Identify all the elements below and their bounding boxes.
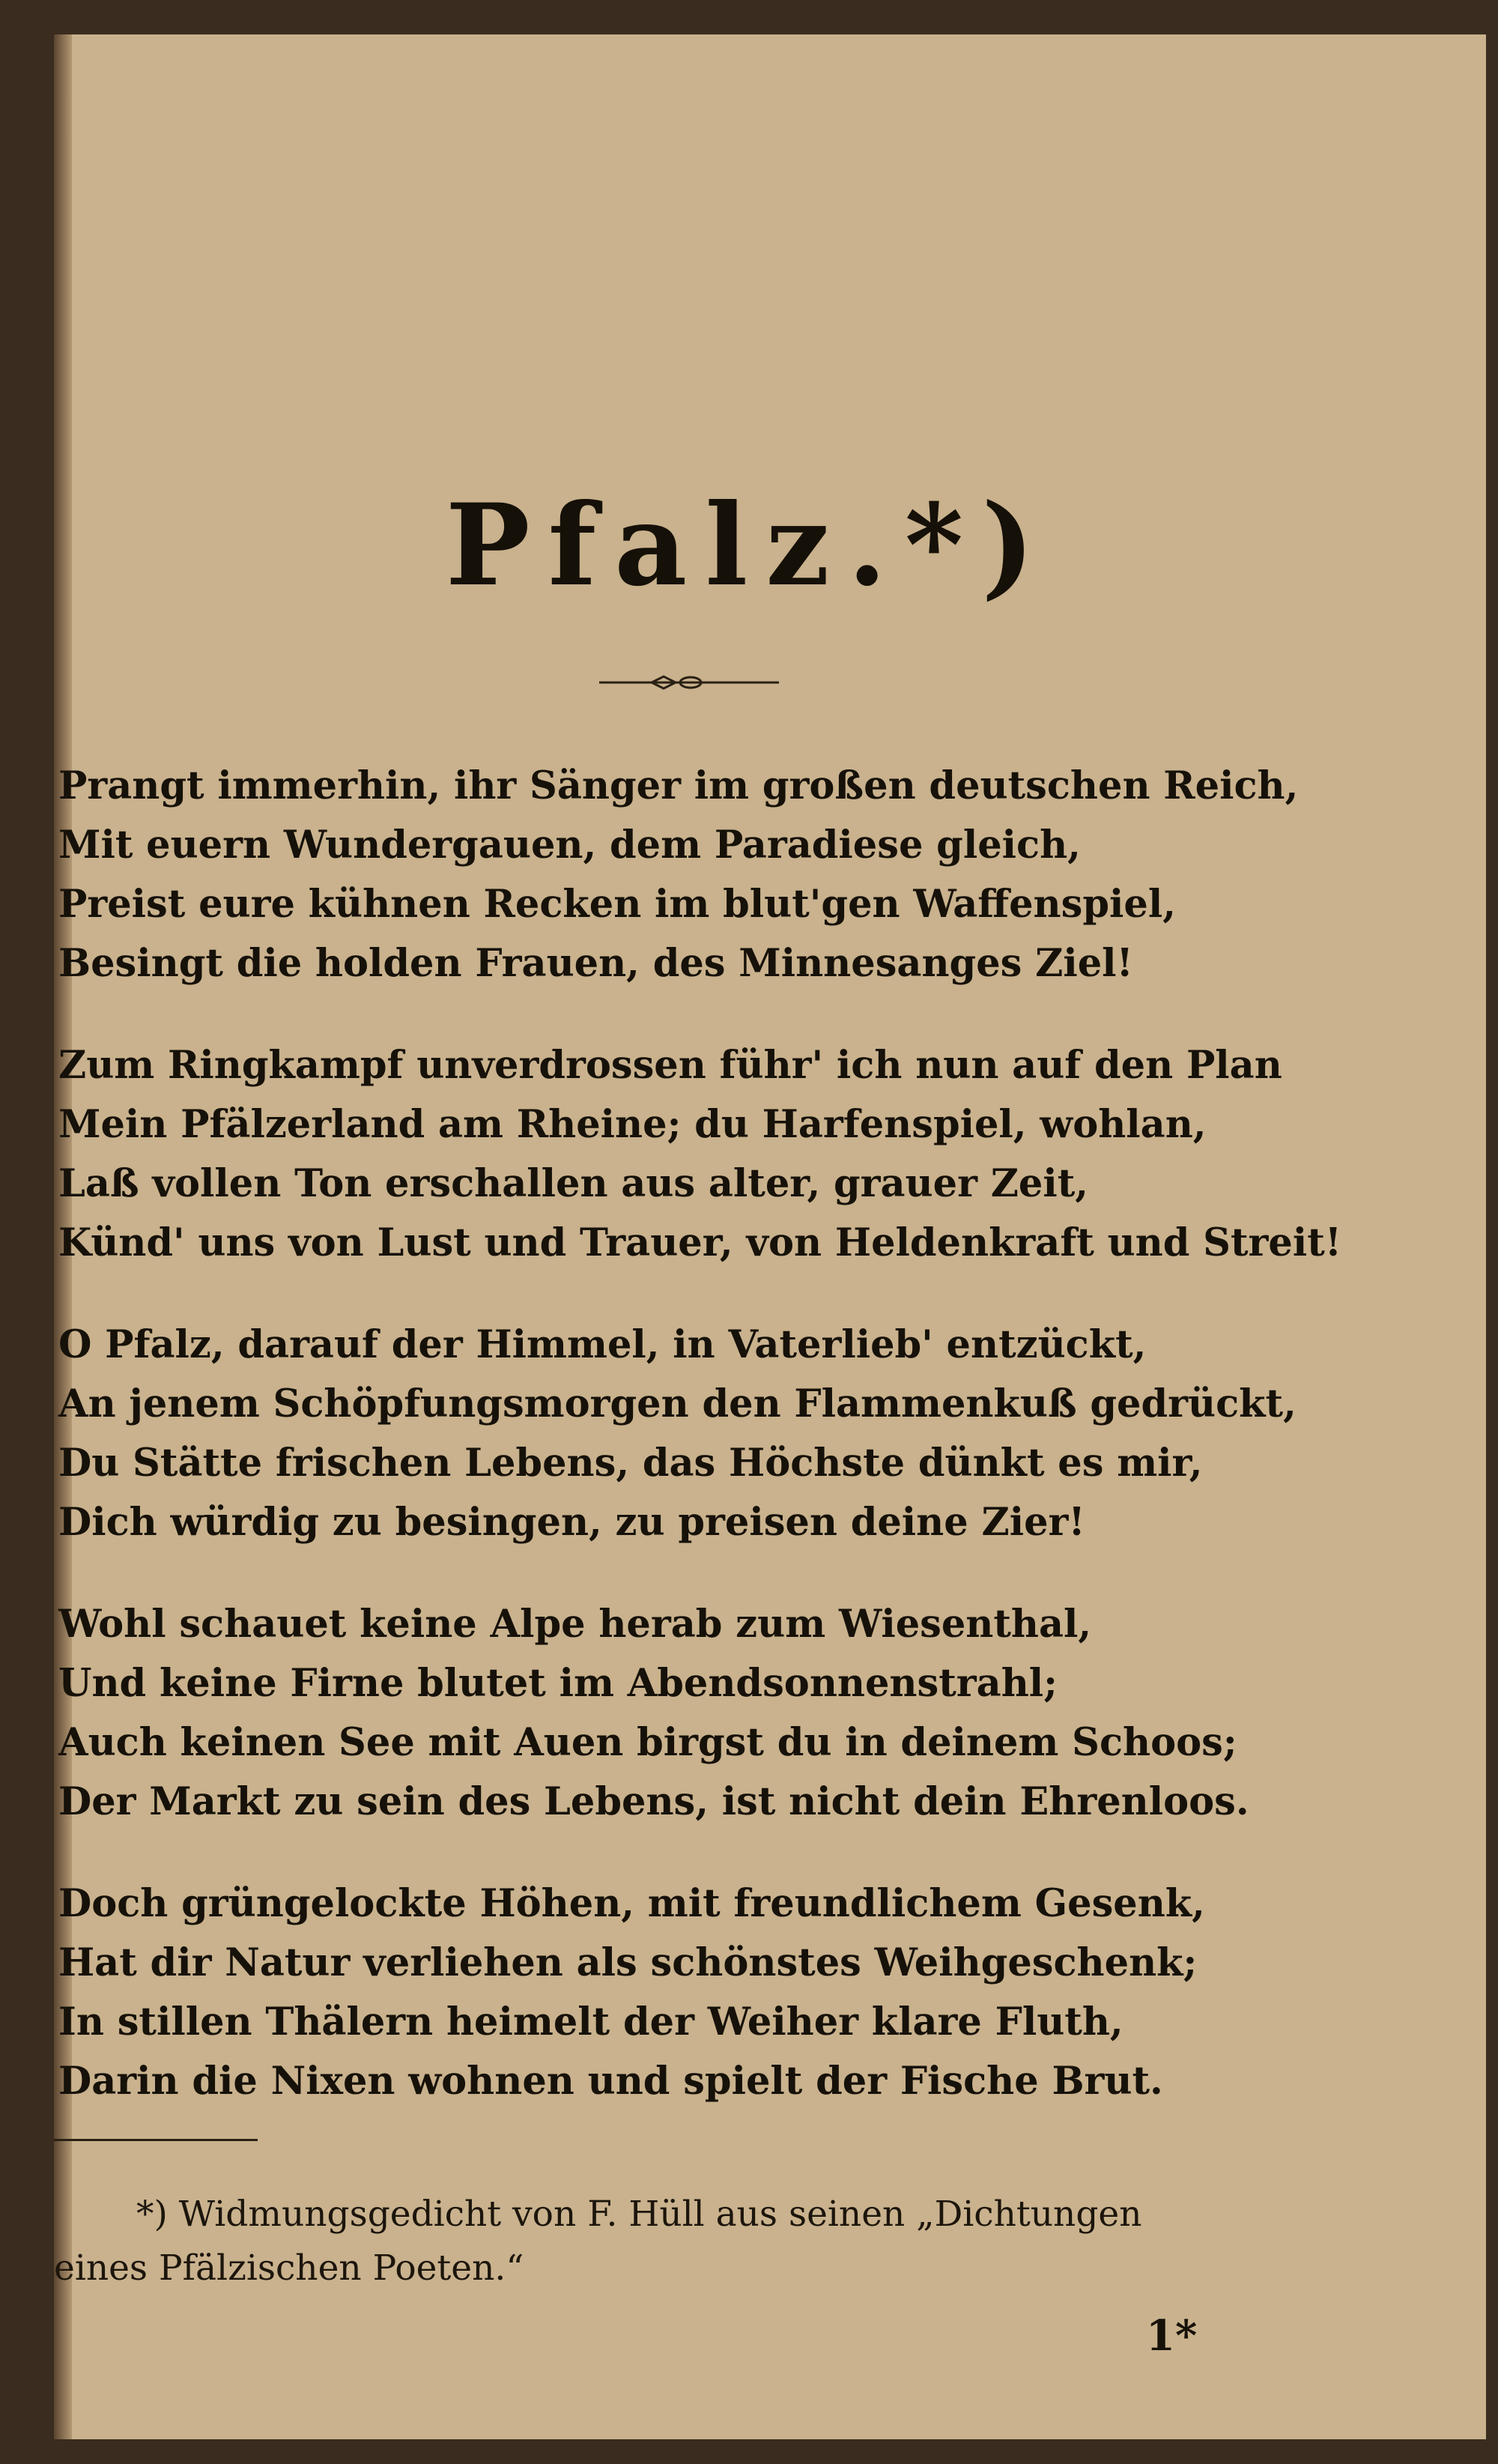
stanza-4: [58, 1595, 1347, 1832]
stanza-1: [58, 757, 1347, 993]
page-title: Pfalz.*): [445, 479, 1053, 611]
poem-line: Prangt immerhin, ihr Sänger im großen deutschen Reich,: [58, 763, 1299, 808]
poem-line: Laß vollen Ton erschallen aus alter, grauer Zeit,: [58, 1161, 1089, 1206]
poem-line: Hat dir Natur verliehen als schönstes Weihgeschenk;: [58, 1940, 1198, 1985]
poem-line: Künd' uns von Lust und Trauer, von Heldenkraft und Streit!: [58, 1220, 1342, 1265]
poem-line: An jenem Schöpfungsmorgen den Flammenkuß gedrückt,: [58, 1381, 1297, 1426]
poem-line: O Pfalz, darauf der Himmel, in Vaterlieb' entzückt,: [58, 1322, 1147, 1367]
poem-line: Wohl schauet keine Alpe herab zum Wiesenthal,: [58, 1602, 1092, 1647]
poem-line: Darin die Nixen wohnen und spielt der Fische Brut.: [58, 2059, 1163, 2104]
poem-line: In stillen Thälern heimelt der Weiher klare Fluth,: [58, 2000, 1124, 2044]
footnote-line-1: *) Widmungsgedicht von F. Hüll aus seinen „Dichtungen: [136, 2194, 1142, 2235]
signature-mark: 1*: [1146, 2311, 1198, 2361]
footnote-line-2: eines Pfälzischen Poeten.“: [54, 2247, 524, 2289]
footnote-rule: [54, 2139, 258, 2141]
poem-line: Preist eure kühnen Recken im blut'gen Waffenspiel,: [58, 882, 1176, 927]
stanza-5: [58, 1874, 1347, 2111]
poem-line: Du Stätte frischen Lebens, das Höchste dünkt es mir,: [58, 1441, 1203, 1486]
poem-line: Und keine Firne blutet im Abendsonnenstrahl;: [58, 1661, 1058, 1706]
poem-line: Der Markt zu sein des Lebens, ist nicht dein Ehrenloos.: [58, 1779, 1249, 1824]
footnote: [54, 2188, 1342, 2295]
divider-ornament: [599, 671, 779, 694]
poem-line: Mit euern Wundergauen, dem Paradiese gleich,: [58, 823, 1081, 868]
poem-line: Auch keinen See mit Auen birgst du in deinem Schoos;: [58, 1720, 1237, 1765]
poem-line: Zum Ringkampf unverdrossen führ' ich nun auf den Plan: [58, 1043, 1282, 1088]
poem-line: Besingt die holden Frauen, des Minnesanges Ziel!: [58, 941, 1133, 986]
stanza-3: [58, 1316, 1347, 1552]
poem-line: Doch grüngelockte Höhen, mit freundlichem Gesenk,: [58, 1881, 1205, 1926]
poem-line: Dich würdig zu besingen, zu preisen deine Zier!: [58, 1500, 1085, 1545]
poem: [58, 757, 1347, 2154]
stanza-2: [58, 1036, 1347, 1273]
poem-line: Mein Pfälzerland am Rheine; du Harfenspiel, wohlan,: [58, 1102, 1207, 1147]
